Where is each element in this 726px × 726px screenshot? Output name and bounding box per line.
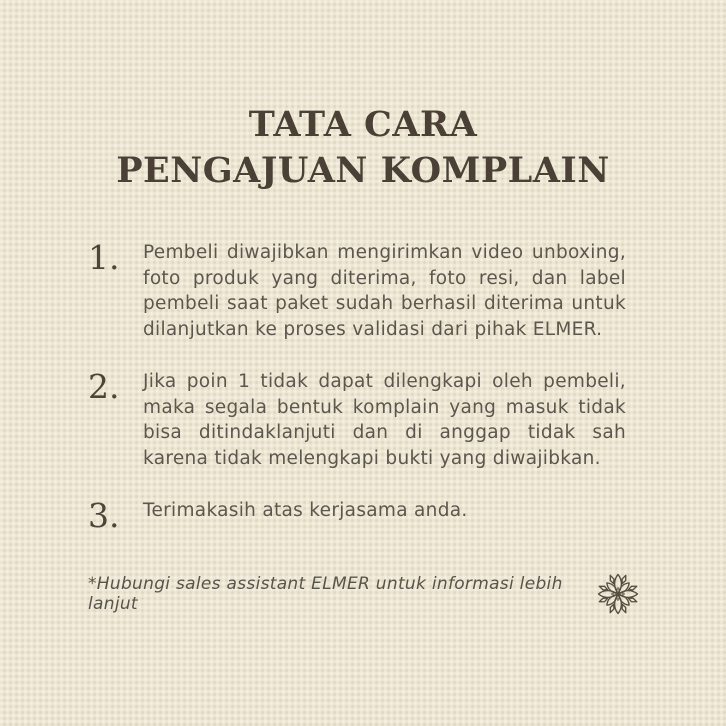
list-item-number: 2. — [88, 367, 120, 407]
footer — [88, 570, 626, 618]
list-item-text: Terimakasih atas kerjasama anda. — [143, 500, 468, 522]
list-item-text: Jika poin 1 tidak dapat dilengkapi oleh pembeli, maka segala bentuk komplain yang masuk tidak bisa ditindaklanjuti dan di anggap tidak sah karena tidak melengkapi bukti yang diwajibkan. — [143, 371, 626, 469]
page-title-line2: PENGAJUAN KOMPLAIN — [116, 150, 610, 192]
list-item — [88, 369, 626, 471]
list-item-text: Pembeli diwajibkan mengirimkan video unboxing, foto produk yang diterima, foto resi, dan label pembeli saat paket sudah berhasil diterima untuk dilanjutkan ke proses validasi dari pihak ELMER. — [143, 242, 626, 340]
list-item — [88, 496, 626, 536]
page-title-line1: TATA CARA — [248, 104, 478, 145]
list-item — [88, 240, 626, 342]
list-item-number: 1. — [88, 238, 120, 278]
footer-note: *Hubungi sales assistant ELMER untuk informasi lebih lanjut — [88, 574, 563, 615]
flower-ornament-icon — [594, 570, 642, 618]
procedure-list — [88, 238, 626, 536]
page-title — [0, 102, 726, 194]
list-item-number: 3. — [88, 496, 120, 536]
